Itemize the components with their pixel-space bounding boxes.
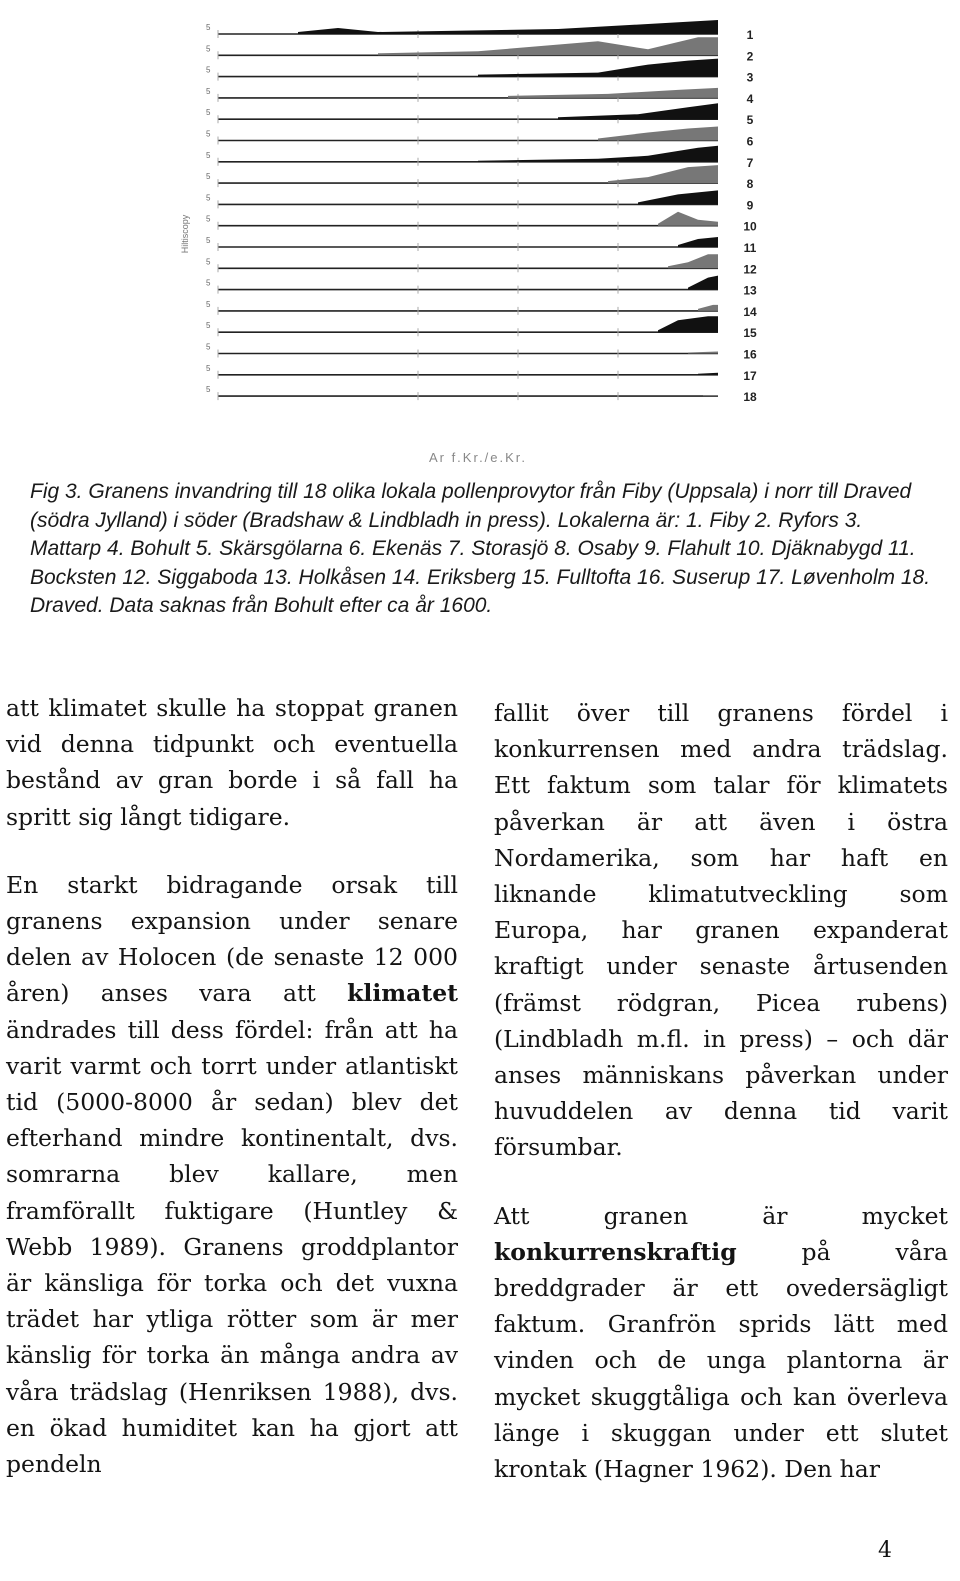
- spruce-pollen-curve: [698, 373, 718, 375]
- pollen-diagram: [178, 4, 778, 466]
- strip-tick-label: 5: [206, 342, 211, 352]
- strip-tick-label: 5: [206, 44, 211, 54]
- spruce-pollen-curve: [688, 276, 718, 290]
- strip-tick-label: 5: [206, 86, 211, 96]
- spruce-pollen-curve: [478, 146, 718, 162]
- strip-number-label: 13: [743, 283, 757, 298]
- strip-number-label: 7: [746, 155, 754, 170]
- spruce-pollen-curve: [668, 254, 718, 268]
- strip-number-label: 17: [743, 368, 757, 383]
- spruce-pollen-curve: [658, 316, 718, 332]
- spruce-pollen-curve: [658, 212, 718, 226]
- spruce-pollen-curve: [638, 190, 718, 204]
- spruce-pollen-curve: [478, 59, 718, 77]
- spruce-pollen-curve: [298, 20, 718, 34]
- spruce-pollen-curve: [608, 165, 718, 183]
- spruce-pollen-curve: [598, 127, 718, 141]
- strip-number-label: 3: [746, 70, 754, 85]
- right-column: [494, 695, 948, 1487]
- spruce-pollen-curve: [698, 305, 718, 311]
- spruce-pollen-curve: [508, 88, 718, 98]
- spruce-pollen-curve: [688, 352, 718, 354]
- left-paragraph-1: att klimatet skulle ha stoppat granen vid denna tidpunkt och eventuella bestånd av gran borde i så fall ha spritt sig långt tidigare.: [6, 694, 458, 831]
- strip-number-label: 2: [746, 49, 754, 64]
- right-paragraph-1: fallit över till granens fördel i konkurrensen med andra trädslag. Ett faktum som talar för klimatets påverkan är att även i östra Nordamerika, som har haft en liknande klimatutveckling som Europa, har granen expanderat kraftigt under senaste årtusenden (främst rödgran, Picea rubens) (Lindbladh m.fl. in press) – och där anses människans påverkan under huvuddelen av denna tid varit försumbar.: [494, 699, 948, 1162]
- pollen-diagram-figure: [178, 4, 778, 466]
- strip-number-label: 16: [743, 347, 757, 362]
- strip-number-label: 1: [746, 28, 754, 42]
- strip-tick-label: 5: [206, 278, 211, 288]
- strip-tick-label: 5: [206, 236, 211, 245]
- strip-tick-label: 5: [206, 214, 211, 224]
- strip-number-label: 4: [746, 91, 754, 106]
- strip-number-label: 5: [746, 113, 754, 128]
- left-column: [6, 690, 458, 1482]
- strip-number-label: 10: [743, 219, 757, 234]
- strip-tick-label: 5: [206, 321, 211, 331]
- strip-number-label: 11: [743, 241, 757, 255]
- strip-tick-label: 5: [206, 363, 211, 373]
- strip-tick-label: 5: [206, 172, 211, 182]
- y-axis-label: Hiltiscopy: [180, 214, 190, 254]
- strip-number-label: 15: [743, 326, 757, 341]
- strip-number-label: 8: [746, 177, 754, 192]
- strip-tick-label: 5: [206, 257, 211, 267]
- strip-tick-label: 5: [206, 65, 211, 75]
- strip-number-label: 14: [743, 304, 757, 319]
- strip-number-label: 9: [746, 198, 754, 213]
- strip-tick-label: 5: [206, 299, 211, 309]
- right-paragraph-2: Att granen är mycket konkurrenskraftig på våra breddgrader är ett ovedersägligt faktum. Granfrön sprids lätt med vinden och de unga plantorna är mycket skuggtåliga och kan överleva länge i skuggan under ett slutet krontak (Hagner 1962). Den har: [494, 1201, 948, 1484]
- x-axis-label: Ar f.Kr./e.Kr.: [428, 450, 528, 465]
- spruce-pollen-curve: [558, 103, 718, 119]
- spruce-pollen-curve: [678, 237, 718, 247]
- strip-number-label: 6: [746, 134, 754, 149]
- page-number: 4: [878, 1538, 892, 1563]
- figure-caption: Fig 3. Granens invandring till 18 olika lokala pollenprovytor från Fiby (Uppsala) i norr till Draved (södra Jylland) i söder (Bradshaw & Lindbladh in press). Lokalerna är: 1. Fiby 2. Ryfors 3. Mattarp 4. Bohult 5. Skärsgölarna 6. Ekenäs 7. Storasjö 8. Osaby 9. Flahult 10. Djäknabygd 11. Bocksten 12. Siggaboda 13. Holkåsen 14. Eriksberg 15. Fulltofta 16. Suserup 17. Løvenholm 18. Draved. Data saknas från Bohult efter ca år 1600.: [30, 480, 931, 617]
- strip-tick-label: 5: [206, 129, 211, 139]
- strip-tick-label: 5: [206, 385, 211, 395]
- strip-tick-label: 5: [206, 150, 211, 160]
- left-paragraph-2: En starkt bidragande orsak till granens expansion under senare delen av Holocen (de senaste 12 000 åren) anses vara att klimatet ändrades till dess fördel: från att ha varit varmt och torrt under atlantiskt tid (5000-8000 år sedan) blev det efterhand mindre kontinentalt, dvs. somrarna blev kallare, men framförallt fuktigare (Huntley & Webb 1989). Granens groddplantor är känsliga för torka och det vuxna trädet har ytliga rötter som är mer känslig för torka än många andra av våra trädslag (Henriksen 1988), dvs. en ökad humiditet kan ha gjort att pendeln: [6, 870, 458, 1479]
- spruce-pollen-curve: [378, 37, 718, 55]
- strip-tick-label: 5: [206, 193, 211, 203]
- strip-tick-label: 5: [206, 108, 211, 118]
- strip-number-label: 12: [743, 262, 757, 277]
- spruce-pollen-curve: [703, 395, 718, 396]
- strip-tick-label: 5: [206, 23, 211, 32]
- strip-number-label: 18: [743, 390, 757, 405]
